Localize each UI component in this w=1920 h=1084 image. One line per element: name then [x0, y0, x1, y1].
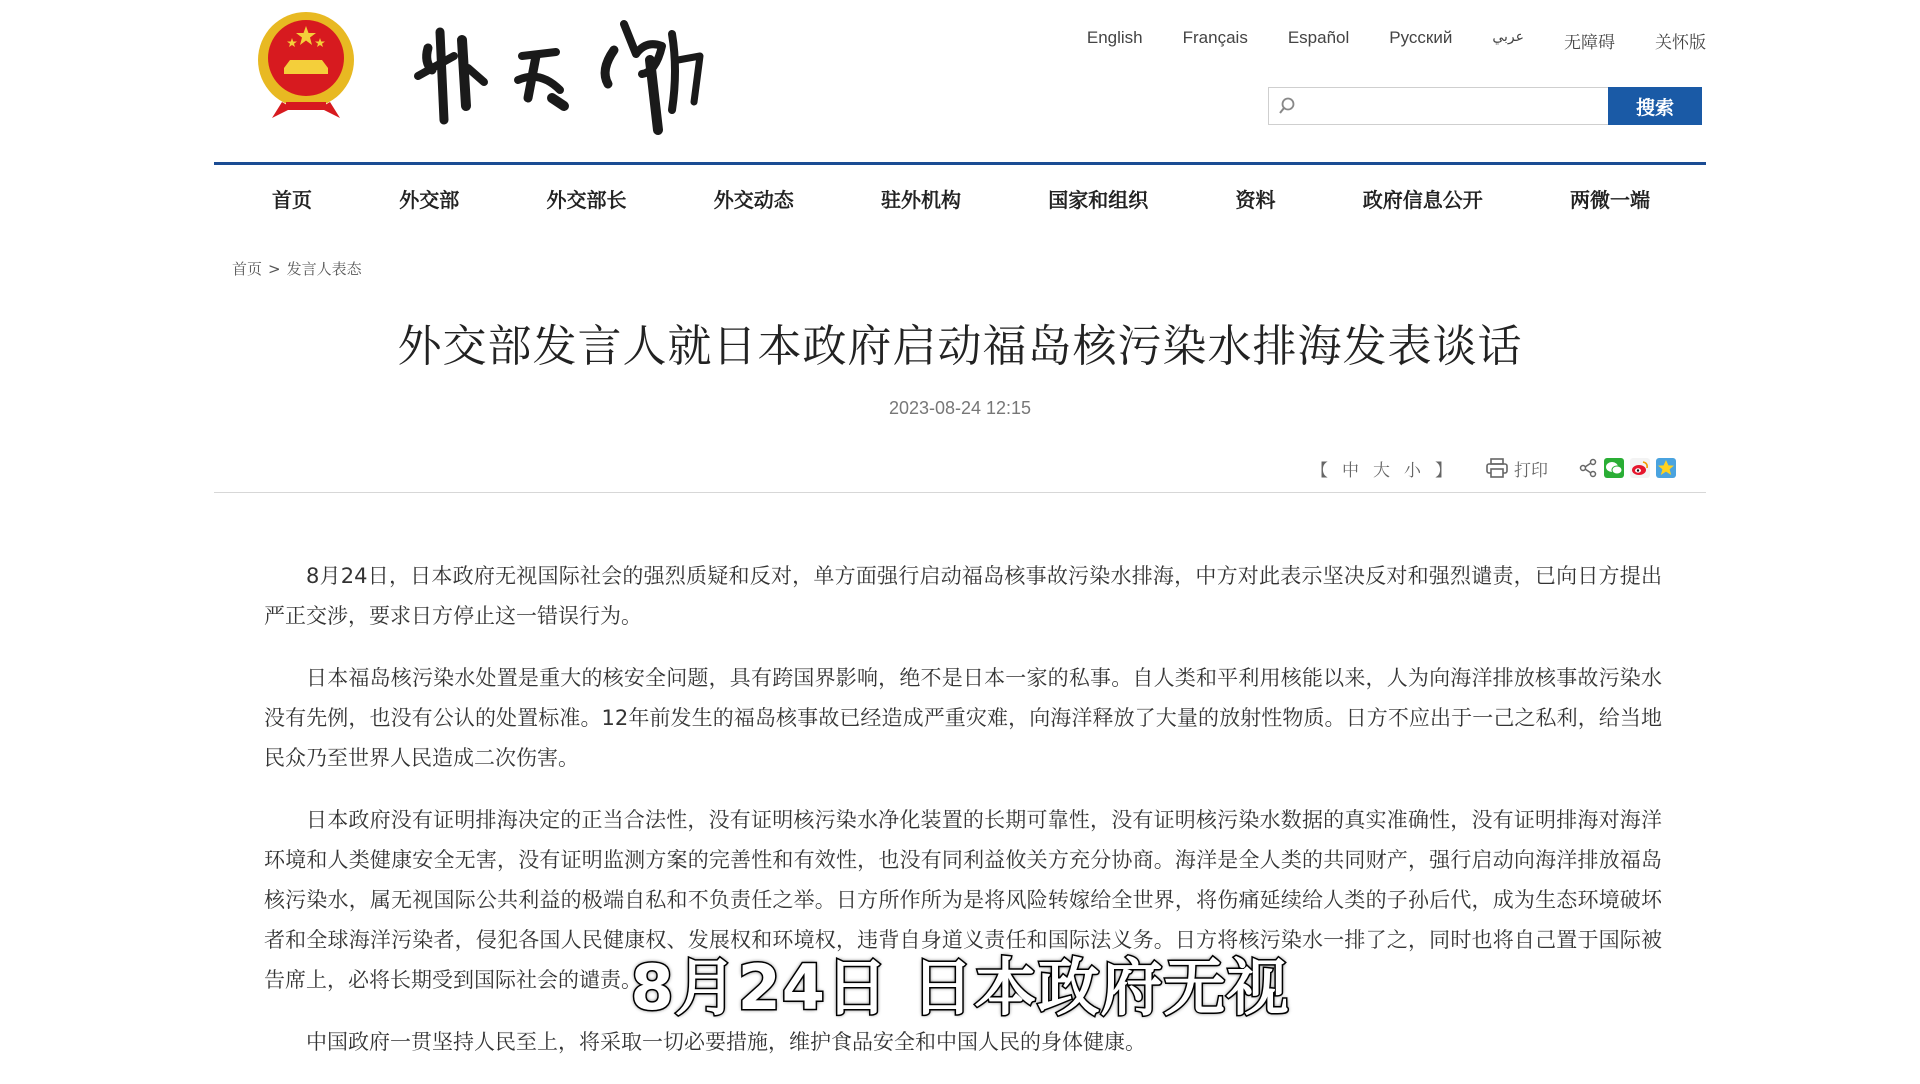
video-subtitle: 8月24日 日本政府无视 — [630, 951, 1290, 1024]
search-button[interactable]: 搜索 — [1608, 87, 1702, 125]
nav-item-ministry[interactable]: 外交部 — [399, 187, 460, 212]
article-paragraph: 8月24日，日本政府无视国际社会的强烈质疑和反对，单方面强行启动福岛核事故污染水排海，中方对此表示坚决反对和强烈谴责，已向日方提出严正交涉，要求日方停止这一错误行为。 — [264, 564, 1662, 628]
page-container — [214, 0, 1706, 1080]
font-size-controls — [1311, 456, 1452, 481]
nav-item-countries-organizations[interactable]: 国家和组织 — [1048, 187, 1149, 212]
nav-item-resources[interactable]: 资料 — [1235, 187, 1276, 212]
search-box — [1268, 87, 1706, 125]
nav-item-missions-abroad[interactable]: 驻外机构 — [881, 187, 961, 212]
print-button[interactable] — [1486, 456, 1548, 481]
font-size-small-button[interactable]: 小 — [1404, 460, 1421, 481]
breadcrumb-home[interactable]: 首页 — [232, 260, 263, 278]
article-toolbar — [1311, 454, 1676, 482]
lang-link-french[interactable]: Français — [1182, 28, 1248, 47]
qzone-icon[interactable] — [1656, 458, 1676, 478]
font-size-bracket-close: 】 — [1435, 460, 1452, 481]
printer-icon — [1486, 458, 1508, 478]
lang-link-english[interactable]: English — [1086, 28, 1143, 47]
search-field-wrapper — [1268, 87, 1610, 125]
search-input[interactable] — [1303, 90, 1607, 122]
lang-link-spanish[interactable]: Español — [1287, 28, 1350, 47]
weibo-icon[interactable] — [1630, 458, 1650, 478]
breadcrumb — [232, 258, 362, 279]
nav-item-diplomatic-news[interactable]: 外交动态 — [713, 187, 794, 212]
search-icon — [1277, 96, 1297, 116]
breadcrumb-current[interactable]: 发言人表态 — [286, 260, 362, 278]
article-date: 2023-08-24 12:15 — [888, 398, 1032, 418]
wechat-icon[interactable] — [1604, 458, 1624, 478]
content-divider — [214, 492, 1706, 493]
breadcrumb-separator: > — [268, 260, 281, 278]
lang-link-russian[interactable]: Русский — [1389, 28, 1453, 47]
nav-item-government-info[interactable]: 政府信息公开 — [1362, 187, 1483, 212]
nav-item-minister[interactable]: 外交部长 — [546, 187, 627, 212]
share-icon[interactable] — [1578, 458, 1598, 478]
nav-divider — [214, 162, 1706, 165]
share-group — [1578, 458, 1676, 478]
font-size-medium-button[interactable]: 大 — [1373, 460, 1390, 481]
ministry-calligraphy-logo[interactable] — [410, 10, 710, 150]
print-label: 打印 — [1514, 460, 1548, 481]
article-title: 外交部发言人就日本政府启动福岛核污染水排海发表谈话 — [397, 321, 1523, 372]
elderly-care-link[interactable]: 关怀版 — [1655, 33, 1706, 52]
language-bar — [1067, 28, 1706, 53]
font-size-large-button[interactable]: 中 — [1342, 460, 1359, 481]
article-paragraph: 中国政府一贯坚持人民至上，将采取一切必要措施，维护食品安全和中国人民的身体健康。 — [306, 1030, 1146, 1054]
accessibility-link[interactable]: 无障碍 — [1564, 33, 1615, 52]
article-paragraph: 日本政府没有证明排海决定的正当合法性，没有证明核污染水净化装置的长期可靠性，没有证明核污染水数据的真实准确性，没有证明排海对海洋环境和人类健康安全无害，没有证明监测方案的完善性和有效性，也没有同利益攸关方充分协商。海洋是全人类的共同财产，强行启动向海洋排放福岛核污染水，属无视国际公共利益的极端自私和不负责任之举。日方所作所为是将风险转嫁给全世界，将伤痛延续给人类的子孙后代，成为生态环境破坏者和全球海洋污染者，侵犯各国人民健康权、发展权和环境权，违背自身道义责任和国际法义务。日方将核污染水一排了之，同时也将自己置于国际被告席上，必将长期受到国际社会的谴责。 — [264, 808, 1662, 992]
lang-link-arabic[interactable]: عربي — [1492, 28, 1524, 44]
main-nav — [214, 168, 1706, 228]
font-size-bracket-open: 【 — [1311, 460, 1328, 481]
nav-item-home[interactable]: 首页 — [272, 187, 312, 212]
nav-item-weibo-wechat[interactable]: 两微一端 — [1570, 187, 1650, 212]
article-paragraph: 日本福岛核污染水处置是重大的核安全问题，具有跨国界影响，绝不是日本一家的私事。自人类和平利用核能以来，人为向海洋排放核事故污染水没有先例，也没有公认的处置标准。12年前发生的福岛核事故已经造成严重灾难，向海洋释放了大量的放射性物质。日方不应出于一己之私利，给当地民众乃至世界人民造成二次伤害。 — [264, 666, 1662, 770]
national-emblem-icon[interactable] — [252, 8, 360, 122]
